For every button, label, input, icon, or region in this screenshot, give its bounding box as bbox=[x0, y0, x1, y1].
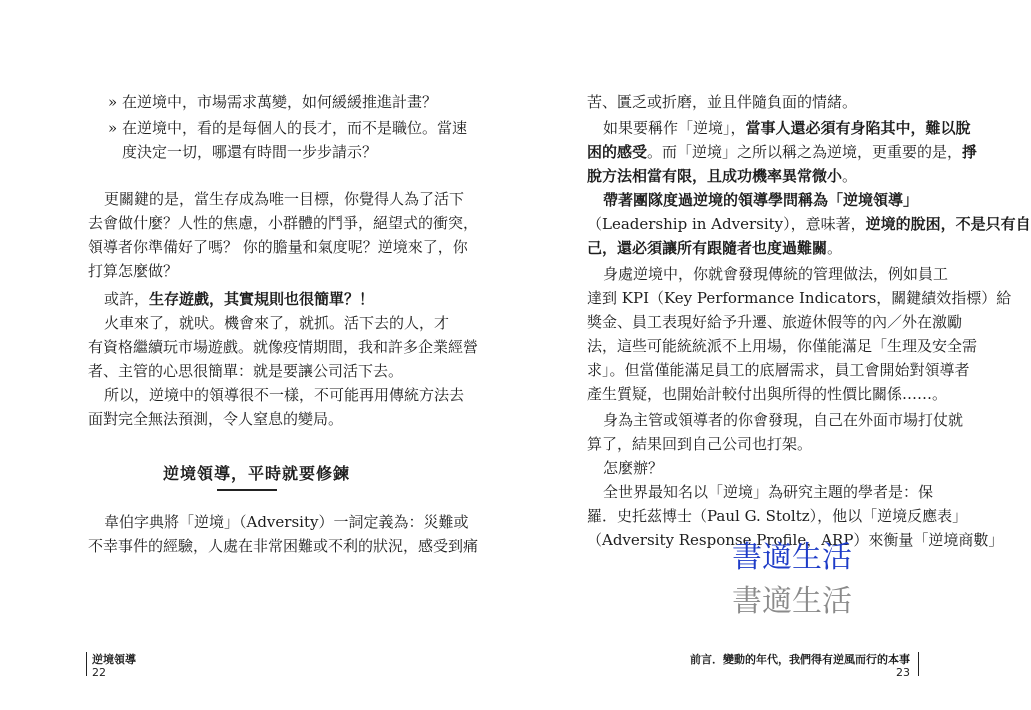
text-line: 火車來了，就吠。機會來了，就抓。活下去的人，才 bbox=[104, 314, 450, 332]
text-line bbox=[587, 236, 917, 260]
text-line: 有資格繼續玩市場遊戲。就像疫情期間，我和許多企業經營 bbox=[88, 338, 479, 356]
heading-underline bbox=[217, 489, 277, 491]
text-line: 算了，結果回到自己公司也打架。 bbox=[587, 435, 813, 453]
text-line: 求」。但當僅能滿足員工的底層需求，員工會開始對領導者 bbox=[587, 361, 970, 379]
bullet-marker: » bbox=[108, 119, 118, 137]
text-line: 面對完全無法預測，令人窒息的變局。 bbox=[88, 410, 344, 428]
bullet-marker: » bbox=[108, 93, 118, 111]
text-line: （Adversity Response Profile，ARP）來衡量「逆境商數」 bbox=[587, 531, 1004, 549]
paragraph bbox=[88, 187, 479, 283]
footer-rule bbox=[918, 652, 919, 676]
bold-text: 掙 bbox=[962, 143, 978, 161]
text-line: 法，這些可能統統派不上用場，你僅能滿足「生理及安全需 bbox=[587, 337, 978, 355]
text-line: 領導者你準備好了嗎？ 你的膽量和氣度呢？逆境來了，你 bbox=[88, 238, 468, 256]
bold-text: 脫方法相當有限，且成功機率異常微小 bbox=[587, 167, 843, 185]
bullet-text: 在逆境中，市場需求萬變，如何緩緩推進計畫？ bbox=[122, 93, 438, 111]
bold-text: 帶著團隊度過逆境的領導學問稱為「逆境領導」 bbox=[603, 191, 919, 209]
bullet-text: 在逆境中，看的是每個人的長才，而不是職位。當速 bbox=[122, 119, 468, 137]
text-span: 。而「逆境」之所以稱之為逆境，更重要的是， bbox=[647, 143, 963, 161]
text-line: 苦、匱乏或折磨，並且伴隨負面的情緒。 bbox=[587, 93, 858, 111]
left-page bbox=[0, 0, 500, 710]
bold-text: 逆境的脫困，不是只有自 bbox=[865, 215, 1031, 233]
paragraph bbox=[587, 408, 964, 456]
footer-title: 逆境領導 bbox=[92, 653, 136, 666]
text-line: 韋伯字典將「逆境」（Adversity）一詞定義為：災難或 bbox=[104, 513, 469, 531]
text-line: 羅．史托茲博士（Paul G. Stoltz），他以「逆境反應表」 bbox=[587, 507, 968, 525]
text-line bbox=[587, 212, 1031, 236]
paragraph bbox=[88, 311, 479, 383]
text-line bbox=[104, 287, 420, 311]
watermark-text: 書適生活 bbox=[732, 540, 852, 575]
paragraph bbox=[587, 188, 1031, 260]
text-line bbox=[587, 164, 917, 188]
text-span: 如果要稱作「逆境」， bbox=[603, 119, 746, 137]
paragraph bbox=[587, 456, 917, 480]
bold-text: 當事人還必須有身陷其中，難以脫 bbox=[745, 119, 971, 137]
paragraph bbox=[587, 262, 1012, 406]
paragraph bbox=[88, 383, 465, 431]
text-line: 全世界最知名以「逆境」為研究主題的學者是：保 bbox=[603, 483, 934, 501]
footer-title: 前言．變動的年代，我們得有逆風而行的本事 bbox=[690, 653, 910, 666]
paragraph bbox=[587, 116, 978, 188]
bullet-text: 度決定一切，哪還有時間一步步請示？ bbox=[122, 143, 378, 161]
text-line: 產生質疑，也開始計較付出與所得的性價比關係……。 bbox=[587, 385, 948, 403]
text-line: 獎金、員工表現好給予升遷、旅遊休假等的內／外在激勵 bbox=[587, 313, 963, 331]
footer-rule bbox=[86, 652, 87, 676]
paragraph bbox=[104, 287, 420, 311]
text-span: 或許， bbox=[104, 290, 150, 308]
text-line: 達到 KPI（Key Performance Indicators，關鍵績效指標）給 bbox=[587, 289, 1012, 307]
text-line: 不幸事件的經驗，人處在非常困難或不利的狀況，感受到痛 bbox=[88, 537, 479, 555]
paragraph bbox=[587, 90, 917, 114]
text-line bbox=[587, 140, 978, 164]
text-line: 更關鍵的是，當生存成為唯一目標，你覺得人為了活下 bbox=[104, 190, 465, 208]
bold-text: 生存遊戲，其實規則也很簡單？！ bbox=[149, 290, 375, 308]
text-line: 打算怎麼做？ bbox=[88, 262, 179, 280]
text-span: 。 bbox=[842, 167, 858, 185]
page-number: 22 bbox=[92, 666, 106, 679]
page-number: 23 bbox=[896, 666, 910, 679]
paragraph bbox=[88, 510, 479, 558]
text-line: 身為主管或領導者的你會發現，自己在外面市場打仗就 bbox=[603, 411, 964, 429]
watermark-text: 書適生活 bbox=[732, 584, 852, 619]
text-line: 所以，逆境中的領導很不一樣，不可能再用傳統方法去 bbox=[104, 386, 465, 404]
text-line: 身處逆境中，你就會發現傳統的管理做法，例如員工 bbox=[603, 265, 949, 283]
text-line bbox=[587, 116, 971, 140]
text-line: 去會做什麼？人性的焦慮，小群體的鬥爭，絕望式的衝突， bbox=[88, 214, 479, 232]
text-line bbox=[587, 188, 917, 212]
bold-text: 己，還必須讓所有跟隨者也度過難關 bbox=[587, 239, 828, 257]
text-line: 怎麼辦？ bbox=[603, 459, 664, 477]
text-line: 者、主管的心思很簡單：就是要讓公司活下去。 bbox=[88, 362, 404, 380]
section-heading: 逆境領導，平時就要修鍊 bbox=[163, 464, 351, 483]
bold-text: 困的感受 bbox=[587, 143, 648, 161]
text-span: 。 bbox=[827, 239, 843, 257]
text-span: （Leadership in Adversity），意味著， bbox=[587, 215, 866, 233]
